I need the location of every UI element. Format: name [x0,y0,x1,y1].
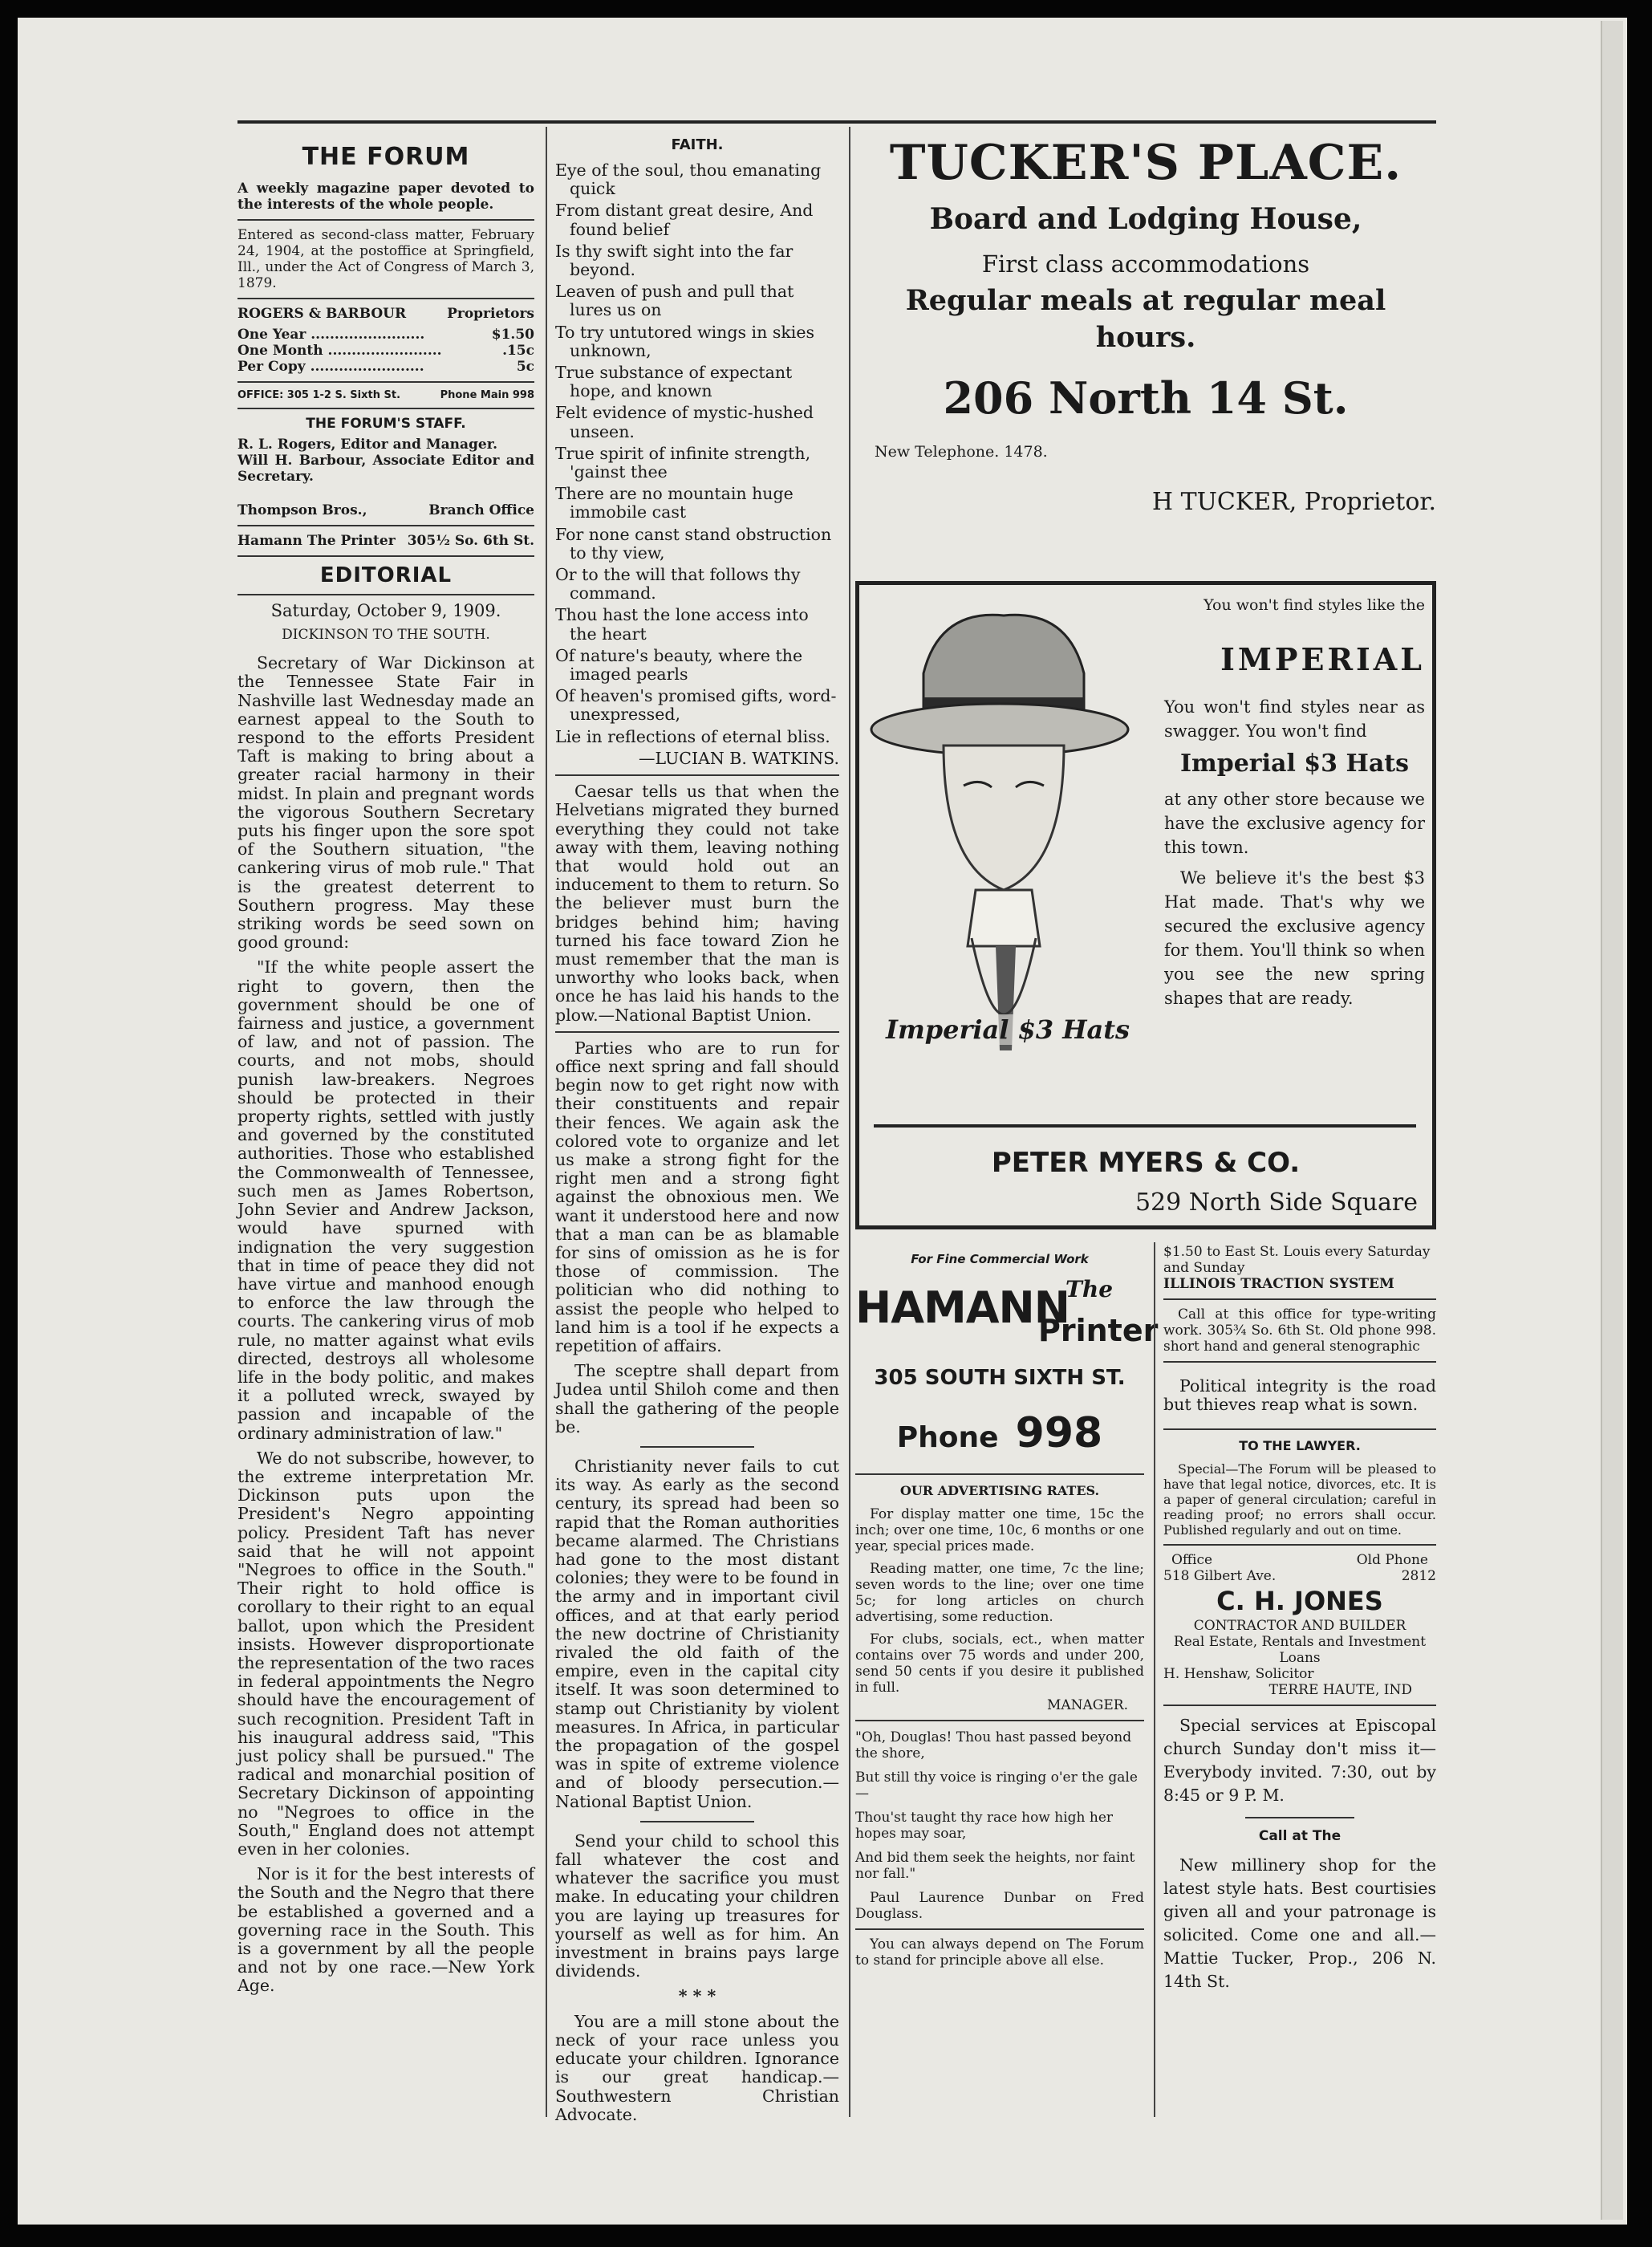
imperial-p3: We believe it's the best $3 Hat made. That's why we secured the exclusive agency for them. You'll think so when you see the new spring shapes that are ready. [1164,868,1425,1008]
divider [855,1928,1144,1930]
divider [237,594,534,595]
poem-line: True spirit of infinite strength, 'gainst thee [555,443,811,482]
faith-author: —LUCIAN B. WATKINS. [639,748,839,768]
column-rule [546,127,547,2117]
section-stars: * * * [678,1986,716,2006]
rates-p1: For display matter one time, 15c the inch; over one time, 10c, 6 months or one year, special prices made. [855,1506,1144,1554]
jones-address-row [1163,1568,1436,1584]
imperial-p1: You won't find styles near as swagger. You won't find [1164,697,1425,741]
imperial-p2: at any other store because we have the exclusive agency for this town. [1164,790,1425,857]
branch-row [237,502,534,518]
rate-row [237,327,534,343]
branch-label: Branch Office [428,502,534,518]
staff-heading: THE FORUM'S STAFF. [306,416,466,432]
branch-name: Thompson Bros., [237,502,367,518]
hamann-the: The [1065,1276,1114,1302]
poem-line: For none canst stand obstruction to thy view, [555,524,832,563]
rates-p2: Reading matter, one time, 7c the line; seven words to the line; over one time 5c; for long articles on church advertising, some reduction. [855,1561,1144,1625]
divider [1163,1544,1436,1546]
editorial-paragraph: "If the white people assert the right to govern, then the government should be one of fairness and justice, a government of law, and not of passion. The courts, and not mobs, should punish law-breakers. Negroes should be protected in their property rights, settled with justly and governed by the constituted authorities. Those who established the Commonwealth of Tennessee, such men as James Robertson, John Sevier and Andrew Jackson, would have spurned with indignation the very suggestion that in time of peace they did not have virtue and manhood enough to enforce the law through the courts. The cankering virus of mob rule, no matter against what evils directed, destroys all wholesome life in the body politic, and makes it a polluted wreck, swayed by passion and incapable of the ordinary administration of law." [237,957,534,1443]
poem-line: "Oh, Douglas! Thou hast passed beyond the shore, [855,1729,1132,1761]
rate-row [237,359,534,375]
proprietors-row [237,306,534,322]
hamann-phone-number: 998 [1015,1409,1103,1457]
column-left [237,132,534,2122]
imperial-hats: Imperial $3 Hats [1179,750,1410,778]
millinery-note: New millinery shop for the latest style hats. Best courtisies given all and your patronage is solicited. Come one and all.—Mattie Tucker, Prop., 206 N. 14th St. [1163,1855,1436,1992]
poem-line: There are no mountain huge immobile cast [555,484,794,522]
divider [855,1473,1144,1475]
poem-line: And bid them seek the heights, nor faint nor fall." [855,1850,1135,1882]
douglas-credit: Paul Laurence Dunbar on Fred Douglass. [855,1890,1144,1922]
jones-number: 2812 [1401,1568,1436,1585]
editorial-paragraph: We do not subscribe, however, to the extreme interpretation Mr. Dickinson puts upon the President's Negro appointing policy. President Taft has never said that he will not appoint "Negroes to office in the South." Their right to hold office is corollary to their right to an equal ballot, upon which the President insists. However disproportionate the representation of the two races in federal appointments the Negro should have the encouragement of such recognition. President Taft in his inaugural address said, "This just policy shall be pursued." The radical and monarchial position of Secretary Dickinson of appointing no "Negroes to office in the South," England does not attempt even in her colonies. [237,1448,534,1859]
rates-p3: For clubs, socials, ect., when matter contains over 75 words and under 200, send 50 cents if you desire it published in full. [855,1631,1144,1696]
rate-price: $1.50 [491,327,534,343]
jones-city: TERRE HAUTE, IND [1268,1682,1412,1699]
masthead-tagline: A weekly magazine paper devoted to the interests of the whole people. [237,181,534,213]
divider [237,219,534,221]
jones-old-phone: Old Phone [1356,1552,1428,1569]
masthead-title: THE FORUM [302,143,470,171]
hamann-phone [855,1409,1144,1457]
services-note: Special services at Episcopal church Sunday don't miss it—Everybody invited. 7:30, out by 8:45 or 9 P. M. [1163,1716,1436,1806]
printer-address: 305½ So. 6th St. [407,533,534,549]
top-rule [237,120,1436,124]
sceptre-paragraph: The sceptre shall depart from Judea until Shiloh come and then shall the gathering of the people be. [555,1361,839,1436]
poem-line: Felt evidence of mystic-hushed unseen. [555,403,814,441]
rates-manager: MANAGER. [1046,1697,1128,1713]
hamann-phone-label: Phone [896,1421,999,1454]
parties-paragraph: Parties who are to run for office next spring and fall should begin now to get right now with their constituents and repair their fences. We again ask the colored vote to organize and let us make a strong fight for the right men and a strong fight against the obnoxious men. We want it understood here and now that a man can be as blamable for sins of omission as he is for those of commission. The politician who did nothing to assist the people who helped to land him is a tool if he expects a repetition of affairs. [555,1038,839,1355]
tucker-phone: New Telephone. 1478. [875,443,1048,461]
depend-note: You can always depend on The Forum to stand for principle above all else. [855,1936,1144,1969]
editorial-heading: EDITORIAL [319,563,453,587]
imperial-top: You won't find styles like the [1203,596,1425,614]
poem-line: Is thy swift sight into the far beyond. [555,241,794,280]
printer-row [237,533,534,549]
office-address: OFFICE: 305 1-2 S. Sixth St. [237,389,401,401]
divider [237,555,534,557]
divider [1163,1361,1436,1363]
divider [855,1720,1144,1721]
lower-right-column [1163,1244,1436,2119]
imperial-copy [1164,596,1425,1017]
jones-title: CONTRACTOR AND BUILDER [1193,1618,1406,1635]
caesar-paragraph: Caesar tells us that when the Helvetians migrated they burned everything they could not take away with them, leaving nothing that would hold out an inducement to them to return. So the believer must burn the bridges behind him; having turned his face toward Zion he must remember that the man is unworthy who looks back, when once he has laid his hands to the plow.—National Baptist Union. [555,782,839,1025]
rate-price: 5c [516,359,534,375]
printer-name: Hamann The Printer [237,533,396,549]
editorial-paragraph: Nor is it for the best interests of the South and the Negro that there be established a governed and a governing race in the South. This is a government by all the people and not by one race.—New York Age. [237,1864,534,1996]
imperial-brand: IMPERIAL [1220,641,1425,677]
typewriting-note: Call at this office for type-writing work. 305¾ So. 6th St. Old phone 998. short hand and general stenographic [1163,1306,1436,1355]
millstone-paragraph: You are a mill stone about the neck of your race unless you educate your children. Ignorance is our great handicap.—Southwestern Christian Advocate. [555,2011,839,2124]
poem-line: Of nature's beauty, where the imaged pearls [555,645,803,685]
poem-line: True substance of expectant hope, and known [555,363,793,401]
divider [237,525,534,526]
hamann-logo [855,1276,1159,1366]
office-row [237,389,534,401]
hat-illustration [867,601,1140,1099]
rate-label: One Year ........................ [237,327,425,343]
editorial-title: DICKINSON TO THE SOUTH. [282,627,490,644]
proprietors-label: Proprietors [447,306,534,322]
poem-line: But still thy voice is ringing o'er the gale— [855,1770,1138,1802]
tucker-line1: First class accommodations [981,250,1310,278]
traction-name: ILLINOIS TRACTION SYSTEM [1163,1276,1394,1292]
tucker-sub: Board and Lodging House, [929,202,1362,236]
divider [237,408,534,409]
divider [1163,1428,1436,1430]
poem-line: From distant great desire, And found belief [555,201,814,239]
rate-label: Per Copy ........................ [237,359,424,375]
hamann-name: HAMANN [855,1282,1070,1333]
imperial-address: 529 North Side Square [1134,1189,1418,1217]
short-divider [640,1821,754,1822]
staff-associate: Will H. Barbour, Associate Editor and Secretary. [237,453,534,485]
divider [555,1031,839,1033]
school-paragraph: Send your child to school this fall whatever the cost and whatever the sacrifice you must make. In educating your children you are laying up treasures for yourself as well as for him. An investment in brains pays large dividends. [555,1831,839,1981]
poem-line: Leaven of push and pull that lures us on [555,282,794,320]
faith-poem [555,161,839,746]
rate-row [237,343,534,359]
imperial-firm: PETER MYERS & CO. [991,1147,1301,1179]
right-area [855,132,1436,2122]
traction-text: $1.50 to East St. Louis every Saturday and Sunday [1163,1244,1431,1276]
tucker-proprietor: H TUCKER, Proprietor. [1151,488,1436,516]
poem-line: Thou'st taught thy race how high her hopes may soar, [855,1810,1114,1842]
imperial-ad [855,581,1436,1229]
poem-line: Eye of the soul, thou emanating quick [555,160,822,199]
tucker-line2: Regular meals at regular meal hours. [905,284,1386,354]
column-rule [849,127,850,2117]
integrity-note: Political integrity is the road but thieves reap what is sown. [1163,1376,1436,1415]
poem-line: Thou hast the lone access into the heart [555,605,809,644]
imperial-label: Imperial $3 Hats [875,1014,1140,1045]
divider [1163,1705,1436,1706]
divider [237,298,534,299]
sheet-edge [1601,21,1623,2220]
tucker-address: 206 North 14 St. [943,372,1349,424]
newspaper-page [237,120,1436,2127]
call-at-heading: Call at The [1258,1828,1341,1845]
imperial-rule [874,1124,1416,1128]
poem-line: Lie in reflections of eternal bliss. [555,726,830,746]
proprietors-name: ROGERS & BARBOUR [237,306,407,322]
divider [1163,1298,1436,1300]
rate-price: .15c [502,343,534,359]
hamann-street: 305 SOUTH SIXTH ST. [874,1366,1126,1390]
jones-business: Real Estate, Rentals and Investment Loans [1173,1634,1427,1667]
short-divider [1245,1817,1354,1818]
tucker-name: TUCKER'S PLACE. [889,135,1402,191]
christianity-paragraph: Christianity never fails to cut its way. As early as the second century, its spread had been so rapid that the Roman authorities became alarmed. The Christians had gone to the most distant colonies; they were to be found in the army and in important civil offices, and at that early period the new doctrine of Christianity rivaled the old faith of the empire, even in the capital city itself. It was soon determined to stamp out Christianity by violent measures. In Africa, in particular the propagation of the gospel was in spite of extreme violence and of bloody persecution.—National Baptist Union. [555,1457,839,1811]
jones-header-row [1163,1552,1436,1568]
poem-line: To try untutored wings in skies unknown, [555,322,814,360]
jones-address: 518 Gilbert Ave. [1163,1568,1277,1585]
divider [237,381,534,383]
office-phone: Phone Main 998 [440,389,534,401]
faith-title: FAITH. [671,136,724,153]
jones-solicitor: H. Henshaw, Solicitor [1163,1666,1314,1683]
lawyer-heading: TO THE LAWYER. [1239,1438,1361,1454]
poem-line: Of heaven's promised gifts, word-unexpressed, [555,686,837,725]
masthead-entry: Entered as second-class matter, February 24, 1904, at the postoffice at Springfield, Ill., under the Act of Congress of March 3, 1879. [237,227,534,291]
hamann-tag: For Fine Commercial Work [911,1252,1089,1266]
column-rule [1154,1242,1155,2117]
rate-label: One Month ........................ [237,343,442,359]
jones-name: C. H. JONES [1216,1586,1383,1617]
tucker-ad [855,132,1436,516]
jones-office-label: Office [1171,1552,1213,1569]
poem-line: Or to the will that follows thy command. [555,565,801,603]
lawyer-text: Special—The Forum will be pleased to have that legal notice, divorces, etc. It is a paper of general circulation; careful in reading proof; no errors shall occur. Published regularly and out on time. [1163,1461,1436,1538]
divider [555,774,839,776]
column-middle [555,132,839,2122]
lower-middle-column [855,1247,1159,2114]
editorial-paragraph: Secretary of War Dickinson at the Tennessee State Fair in Nashville last Wednesday made an earnest appeal to the South to respond to the efforts President Taft is making to bring about a greater racial harmony in their midst. In plain and pregnant words the vigorous Southern Secretary puts his finger upon the sore spot of the Southern situation, "the cankering virus of mob rule." That is the greatest deterrent to Southern progress. May these striking words be seed sown on good ground: [237,653,534,953]
douglas-poem [855,1729,1144,1922]
short-divider [640,1446,754,1448]
staff-editor: R. L. Rogers, Editor and Manager. [237,437,498,453]
editorial-date: Saturday, October 9, 1909. [270,601,501,620]
rates-heading: OUR ADVERTISING RATES. [899,1483,1100,1498]
hamann-printer: Printer [1038,1313,1159,1348]
